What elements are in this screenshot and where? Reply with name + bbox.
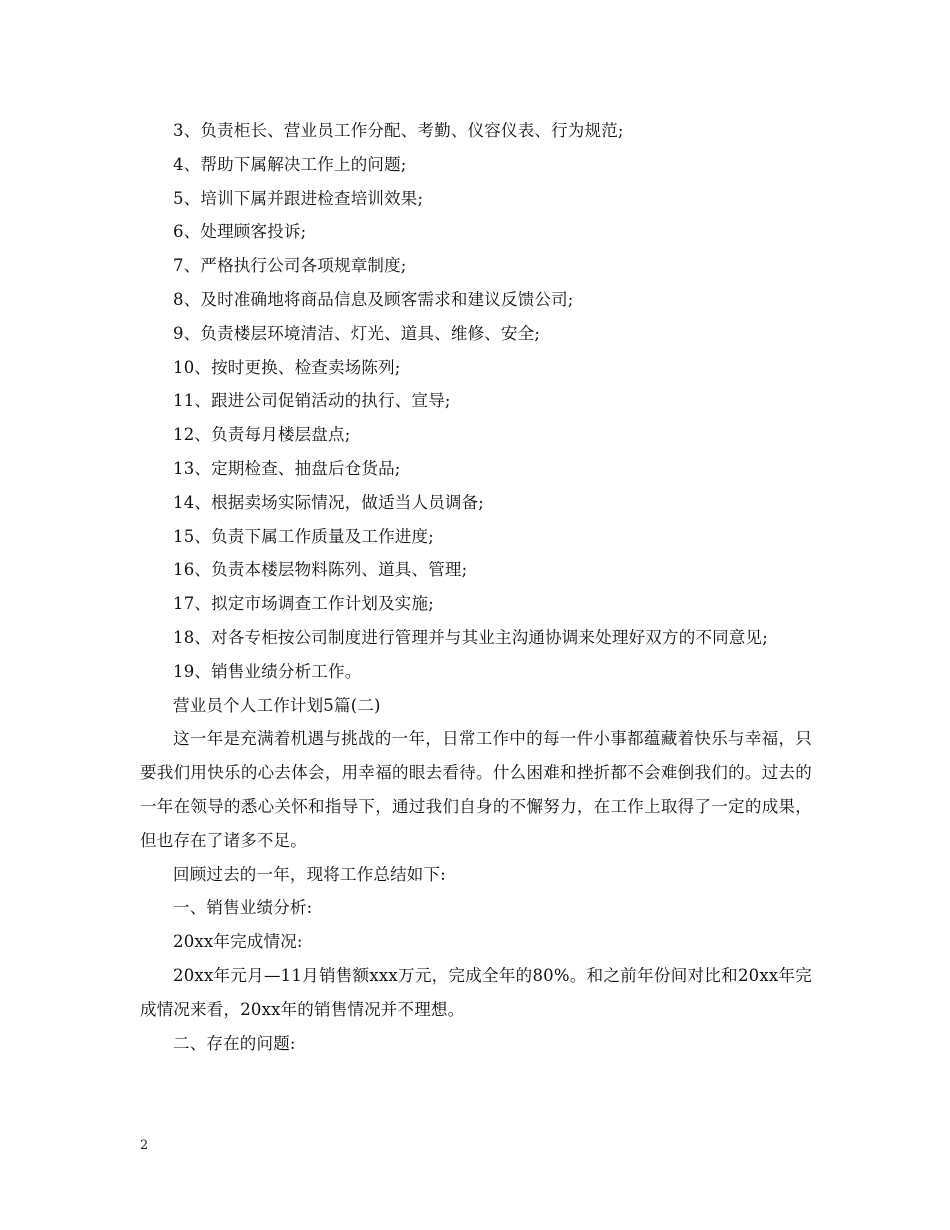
paragraph-item-4: 4、帮助下属解决工作上的问题; — [173, 154, 407, 174]
paragraph-item-11: 11、跟进公司促销活动的执行、宣导; — [173, 391, 451, 411]
sales-detail-paragraph: 20xx年元月—11月销售额xxx万元，完成全年的80%。和之前年份间对比和20xx年完成情况来看，20xx年的销售情况并不理想。 — [140, 965, 812, 1019]
section-heading: 营业员个人工作计划5篇(二) — [173, 695, 381, 715]
page-number: 2 — [140, 1138, 149, 1153]
paragraph-item-10: 10、按时更换、检查卖场陈列; — [173, 357, 401, 377]
summary-lead: 回顾过去的一年，现将工作总结如下: — [173, 864, 446, 884]
paragraph-item-16: 16、负责本楼层物料陈列、道具、管理; — [173, 560, 468, 580]
paragraph-item-8: 8、及时准确地将商品信息及顾客需求和建议反馈公司; — [173, 289, 574, 309]
completion-heading: 20xx年完成情况: — [173, 932, 303, 952]
paragraph-item-6: 6、处理顾客投诉; — [173, 222, 307, 242]
paragraph-item-17: 17、拟定市场调查工作计划及实施; — [173, 594, 434, 614]
paragraph-item-18: 18、对各专柜按公司制度进行管理并与其业主沟通协调来处理好双方的不同意见; — [173, 627, 768, 647]
paragraph-item-14: 14、根据卖场实际情况，做适当人员调备; — [173, 492, 485, 512]
paragraph-item-15: 15、负责下属工作质量及工作进度; — [173, 526, 434, 546]
paragraph-item-5: 5、培训下属并跟进检查培训效果; — [173, 188, 424, 208]
sales-heading: 一、销售业绩分析: — [173, 898, 313, 918]
paragraph-item-7: 7、严格执行公司各项规章制度; — [173, 256, 407, 276]
intro-paragraph: 这一年是充满着机遇与挑战的一年，日常工作中的每一件小事都蕴藏着快乐与幸福，只要我们用快乐的心去体会，用幸福的眼去看待。什么困难和挫折都不会难倒我们的。过去的一年在领导的悉心关怀和指导下，通过我们自身的不懈努力，在工作上取得了一定的成果，但也存在了诸多不足。 — [140, 729, 812, 850]
paragraph-item-12: 12、负责每月楼层盘点; — [173, 425, 351, 445]
paragraph-item-3: 3、负责柜长、营业员工作分配、考勤、仪容仪表、行为规范; — [173, 121, 624, 140]
document-body — [140, 114, 812, 1060]
paragraph-item-13: 13、定期检查、抽盘后仓货品; — [173, 458, 401, 478]
paragraph-item-9: 9、负责楼层环境清洁、灯光、道具、维修、安全; — [173, 323, 541, 343]
problems-heading: 二、存在的问题: — [173, 1033, 296, 1053]
paragraph-item-19: 19、销售业绩分析工作。 — [173, 661, 362, 681]
